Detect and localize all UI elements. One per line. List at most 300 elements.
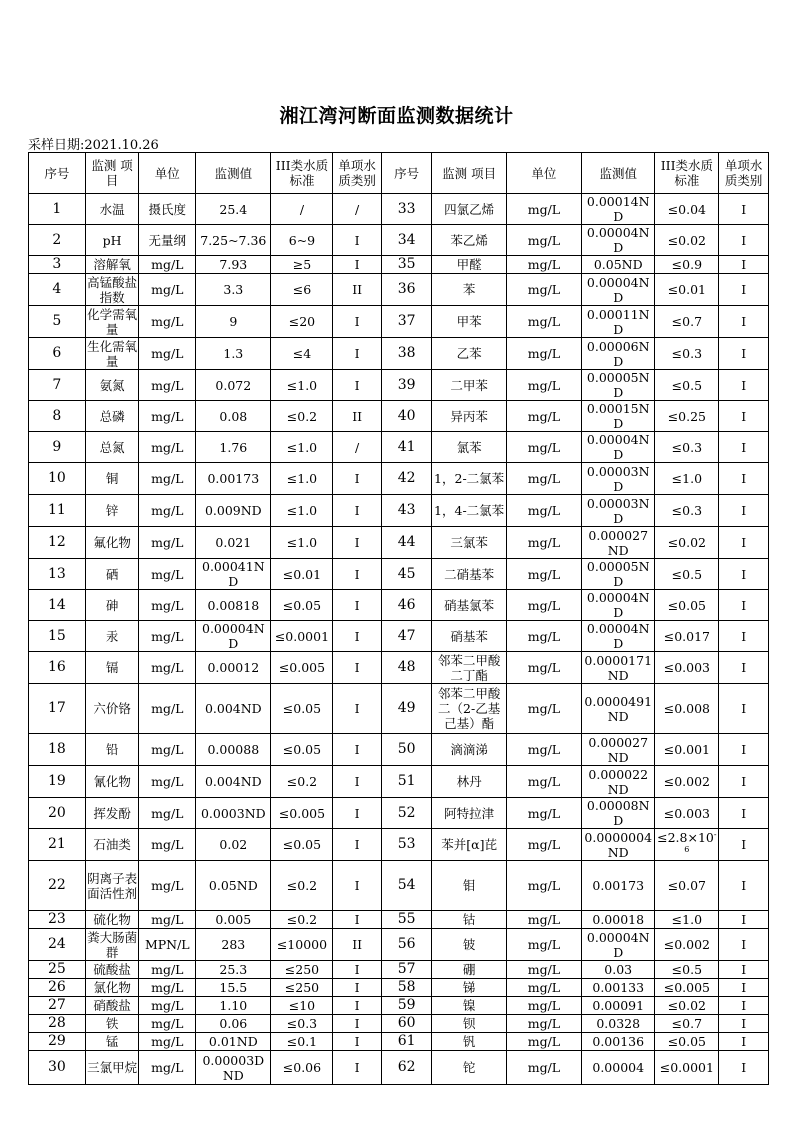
table-row [29,463,769,495]
cell-no: 18 [29,734,86,766]
cell-category-right: I [719,225,769,256]
cell-category-right: I [719,306,769,338]
header-value: 监测值 [196,153,271,194]
cell-value-right: 0.000027ND [582,527,655,559]
cell-standard-right: ≤0.9 [655,256,719,274]
table-row [29,559,769,590]
cell-no: 24 [29,929,86,961]
cell-unit-right: mg/L [506,256,581,274]
cell-item: 氟化物 [85,527,139,559]
cell-category-right: I [719,684,769,734]
cell-standard: 6~9 [271,225,333,256]
cell-unit: mg/L [139,401,196,432]
cell-item-right: 三氯苯 [432,527,506,559]
cell-standard: ≤0.005 [271,652,333,684]
cell-no: 9 [29,432,86,463]
cell-category-right: I [719,961,769,979]
cell-item-right: 铊 [432,1051,506,1085]
cell-category: I [333,1051,382,1085]
table-row [29,256,769,274]
cell-no-right: 38 [381,338,432,370]
cell-category: I [333,370,382,401]
cell-category-right: I [719,861,769,911]
cell-item-right: 1，4-二氯苯 [432,495,506,527]
cell-no-right: 57 [381,961,432,979]
cell-value: 0.004ND [196,684,271,734]
cell-unit-right: mg/L [506,194,581,225]
cell-no-right: 49 [381,684,432,734]
cell-value-right: 0.00015ND [582,401,655,432]
cell-category-right: I [719,734,769,766]
table-row [29,527,769,559]
header-unit: 单位 [139,153,196,194]
cell-standard-right: ≤0.0001 [655,1051,719,1085]
cell-item: 水温 [85,194,139,225]
exponent: -6 [684,829,717,854]
table-row [29,194,769,225]
cell-standard-right: ≤0.7 [655,1015,719,1033]
cell-item: 硫化物 [85,911,139,929]
table-row [29,861,769,911]
cell-item: 硒 [85,559,139,590]
cell-item: 挥发酚 [85,798,139,829]
table-row [29,1051,769,1085]
cell-standard-right: ≤0.5 [655,559,719,590]
cell-standard: ≤0.1 [271,1033,333,1051]
cell-no: 27 [29,997,86,1015]
cell-no: 3 [29,256,86,274]
cell-no: 7 [29,370,86,401]
cell-category-right: I [719,527,769,559]
cell-standard: ≤0.2 [271,861,333,911]
cell-unit-right: mg/L [506,225,581,256]
cell-standard-right: $\le 2.8\times 10^{-6}$ [655,829,719,861]
cell-category-right: I [719,829,769,861]
cell-standard: ≤10000 [271,929,333,961]
table-row [29,225,769,256]
cell-unit: mg/L [139,861,196,911]
cell-unit-right: mg/L [506,652,581,684]
cell-standard: ≤0.2 [271,766,333,798]
table-row [29,274,769,306]
cell-value-right: 0.00006ND [582,338,655,370]
cell-no-right: 56 [381,929,432,961]
cell-item-right: 铍 [432,929,506,961]
cell-no: 13 [29,559,86,590]
cell-unit: mg/L [139,527,196,559]
cell-value: 0.004ND [196,766,271,798]
cell-value-right: 0.00011ND [582,306,655,338]
cell-value: 0.05ND [196,861,271,911]
cell-standard-right: ≤0.3 [655,495,719,527]
cell-unit-right: mg/L [506,766,581,798]
cell-category: I [333,306,382,338]
cell-standard: ≥5 [271,256,333,274]
cell-value: 0.00818 [196,590,271,621]
cell-unit: mg/L [139,997,196,1015]
cell-standard: / [271,194,333,225]
cell-value: 0.00003DND [196,1051,271,1085]
cell-standard: ≤250 [271,979,333,997]
cell-unit-right: mg/L [506,463,581,495]
cell-unit: 摄氏度 [139,194,196,225]
cell-value-right: 0.05ND [582,256,655,274]
cell-value: 7.25~7.36 [196,225,271,256]
cell-unit-right: mg/L [506,432,581,463]
cell-unit-right: mg/L [506,861,581,911]
cell-standard: ≤10 [271,997,333,1015]
cell-item: pH [85,225,139,256]
cell-standard: ≤0.005 [271,798,333,829]
cell-item: 硫酸盐 [85,961,139,979]
cell-item-right: 氯苯 [432,432,506,463]
cell-category: I [333,495,382,527]
cell-unit-right: mg/L [506,979,581,997]
cell-value: 7.93 [196,256,271,274]
cell-value: 9 [196,306,271,338]
cell-unit: mg/L [139,911,196,929]
cell-no: 20 [29,798,86,829]
cell-category-right: I [719,463,769,495]
table-row [29,798,769,829]
cell-value: 0.005 [196,911,271,929]
cell-item: 砷 [85,590,139,621]
cell-no: 4 [29,274,86,306]
cell-category-right: I [719,997,769,1015]
cell-no: 26 [29,979,86,997]
cell-unit-right: mg/L [506,961,581,979]
cell-category: I [333,766,382,798]
cell-item: 化学需氧量 [87,306,138,337]
cell-item: 阴离子表面活性剂 [85,861,139,911]
cell-unit: mg/L [139,829,196,861]
cell-no-right: 40 [381,401,432,432]
cell-standard: ≤6 [271,274,333,306]
cell-standard: ≤0.2 [271,401,333,432]
cell-category: I [333,338,382,370]
cell-category: II [333,929,382,961]
cell-item-right: 甲醛 [432,256,506,274]
cell-value-right: 0.00014ND [582,194,655,225]
cell-no-right: 42 [381,463,432,495]
cell-value: 0.00041ND [196,559,271,590]
cell-item-right: 钒 [432,1033,506,1051]
cell-value: 1.10 [196,997,271,1015]
cell-item: 铁 [85,1015,139,1033]
header-item: 监测 项目 [85,153,139,194]
cell-value-right: 0.000022ND [582,766,655,798]
cell-item: 氰化物 [85,766,139,798]
cell-no-right: 48 [381,652,432,684]
cell-no-right: 36 [381,274,432,306]
cell-value: 0.01ND [196,1033,271,1051]
cell-no-right: 44 [381,527,432,559]
cell-category-right: I [719,652,769,684]
cell-unit-right: mg/L [506,590,581,621]
cell-standard-right: ≤0.3 [655,432,719,463]
cell-value: 0.021 [196,527,271,559]
cell-item-right: 钡 [432,1015,506,1033]
cell-item-right: 异丙苯 [432,401,506,432]
cell-no-right: 61 [381,1033,432,1051]
table-row [29,652,769,684]
header-standard-right: III类水质标准 [655,153,719,194]
cell-item: 溶解氧 [85,256,139,274]
cell-no-right: 50 [381,734,432,766]
cell-value: 3.3 [196,274,271,306]
cell-value-right: 0.0000491ND [582,684,655,734]
cell-category-right: I [719,559,769,590]
cell-no-right: 47 [381,621,432,652]
cell-category-right: I [719,401,769,432]
cell-item-right: 林丹 [432,766,506,798]
header-unit-right: 单位 [506,153,581,194]
cell-value-right: 0.00005ND [582,370,655,401]
cell-unit: mg/L [139,798,196,829]
cell-item-right: 1，2-二氯苯 [432,463,506,495]
cell-value-right: 0.00004ND [582,432,655,463]
cell-category: I [333,861,382,911]
cell-no-right: 46 [381,590,432,621]
cell-value-right: 0.00004ND [582,274,655,306]
cell-standard: ≤0.01 [271,559,333,590]
cell-no: 16 [29,652,86,684]
cell-category-right: I [719,370,769,401]
cell-unit-right: mg/L [506,911,581,929]
cell-no: 8 [29,401,86,432]
cell-no-right: 52 [381,798,432,829]
header-item-right: 监测 项目 [432,153,506,194]
cell-no: 22 [29,861,86,911]
cell-value: 0.00088 [196,734,271,766]
cell-no: 15 [29,621,86,652]
cell-unit: mg/L [139,559,196,590]
cell-standard-right: ≤0.04 [655,194,719,225]
cell-item: 铜 [85,463,139,495]
cell-no: 25 [29,961,86,979]
header-category: 单项水质类别 [333,153,382,194]
cell-value-right: 0.00004ND [582,621,655,652]
table-row [29,684,769,734]
cell-item-right: 硝基苯 [432,621,506,652]
cell-unit-right: mg/L [506,1015,581,1033]
cell-category: / [333,432,382,463]
table-row [29,590,769,621]
cell-category: I [333,527,382,559]
cell-standard-right: ≤1.0 [655,911,719,929]
cell-item-right: 苯乙烯 [432,225,506,256]
cell-standard: ≤1.0 [271,463,333,495]
cell-standard-right: ≤0.5 [655,961,719,979]
cell-standard: ≤0.05 [271,829,333,861]
table-row [29,829,769,861]
cell-item: 汞 [85,621,139,652]
cell-no-right: 41 [381,432,432,463]
cell-unit: mg/L [139,961,196,979]
cell-unit: mg/L [139,463,196,495]
cell-unit: mg/L [139,684,196,734]
cell-category-right: I [719,979,769,997]
cell-standard-right: ≤0.7 [655,306,719,338]
cell-category-right: I [719,432,769,463]
cell-standard-right: ≤1.0 [655,463,719,495]
table-row [29,766,769,798]
cell-standard: ≤1.0 [271,432,333,463]
cell-no-right: 45 [381,559,432,590]
cell-item-right: 硼 [432,961,506,979]
cell-category: I [333,734,382,766]
table-row [29,961,769,979]
cell-value: 15.5 [196,979,271,997]
cell-item-right: 钴 [432,911,506,929]
header-category-right: 单项水质类别 [719,153,769,194]
cell-standard: ≤20 [271,306,333,338]
cell-value-right: 0.00173 [582,861,655,911]
cell-item-right: 苯 [432,274,506,306]
cell-category: I [333,621,382,652]
cell-value-right: 0.00004ND [582,929,655,961]
cell-unit: mg/L [139,306,196,338]
cell-category-right: I [719,911,769,929]
table-row [29,929,769,961]
cell-standard-right: ≤0.25 [655,401,719,432]
cell-item: 硝酸盐 [85,997,139,1015]
cell-value-right: 0.00003ND [582,463,655,495]
cell-item-right: 二甲苯 [432,370,506,401]
table-row [29,306,769,338]
cell-value-right: 0.00004ND [582,225,655,256]
cell-unit-right: mg/L [506,829,581,861]
cell-item: 铅 [85,734,139,766]
cell-value: 0.02 [196,829,271,861]
cell-value-right: 0.000027ND [582,734,655,766]
cell-no: 17 [29,684,86,734]
cell-no-right: 54 [381,861,432,911]
cell-category-right: I [719,929,769,961]
cell-category-right: I [719,1015,769,1033]
cell-item: 镉 [85,652,139,684]
cell-standard-right: ≤0.3 [655,338,719,370]
cell-category: I [333,1015,382,1033]
cell-category-right: I [719,1033,769,1051]
cell-category-right: I [719,274,769,306]
cell-item-right: 邻苯二甲酸二丁酯 [432,652,506,684]
table-row [29,495,769,527]
cell-standard-right: ≤0.003 [655,798,719,829]
cell-no-right: 35 [381,256,432,274]
cell-value: 0.06 [196,1015,271,1033]
cell-unit: mg/L [139,1051,196,1085]
cell-value-right: 0.00004ND [582,590,655,621]
header-no-right: 序号 [381,153,432,194]
cell-standard-right: ≤0.05 [655,590,719,621]
cell-value: 0.00012 [196,652,271,684]
cell-standard: ≤0.06 [271,1051,333,1085]
cell-no-right: 34 [381,225,432,256]
cell-item-right: 二硝基苯 [432,559,506,590]
cell-unit: mg/L [139,590,196,621]
cell-unit-right: mg/L [506,370,581,401]
cell-no: 12 [29,527,86,559]
cell-category: II [333,401,382,432]
cell-category-right: I [719,256,769,274]
cell-value-right: 0.00005ND [582,559,655,590]
cell-value: 0.0003ND [196,798,271,829]
cell-item: 高锰酸盐指数 [87,274,138,305]
cell-standard-right: ≤0.02 [655,225,719,256]
cell-unit-right: mg/L [506,734,581,766]
cell-no: 19 [29,766,86,798]
table-row [29,1015,769,1033]
cell-category: I [333,652,382,684]
cell-unit-right: mg/L [506,338,581,370]
cell-standard-right: ≤0.017 [655,621,719,652]
cell-standard: ≤0.2 [271,911,333,929]
cell-no: 14 [29,590,86,621]
cell-category: I [333,961,382,979]
cell-category: I [333,911,382,929]
cell-unit: 无量纲 [139,225,196,256]
monitoring-data-table [28,152,769,1085]
cell-no-right: 60 [381,1015,432,1033]
cell-unit-right: mg/L [506,495,581,527]
cell-category: I [333,463,382,495]
cell-item-right: 邻苯二甲酸二（2-乙基己基）酯 [432,684,506,734]
cell-standard: ≤0.05 [271,734,333,766]
cell-unit: mg/L [139,734,196,766]
cell-unit-right: mg/L [506,929,581,961]
table-row [29,734,769,766]
cell-value: 25.4 [196,194,271,225]
cell-category-right: I [719,766,769,798]
cell-no: 5 [29,306,86,338]
cell-standard-right: ≤0.005 [655,979,719,997]
cell-value: 0.072 [196,370,271,401]
cell-no-right: 37 [381,306,432,338]
cell-standard-right: ≤0.02 [655,527,719,559]
cell-value: 283 [196,929,271,961]
cell-no: 28 [29,1015,86,1033]
cell-unit-right: mg/L [506,401,581,432]
cell-unit: mg/L [139,1015,196,1033]
cell-standard: ≤0.3 [271,1015,333,1033]
cell-value-right: 0.00003ND [582,495,655,527]
cell-item: 总磷 [85,401,139,432]
cell-no: 10 [29,463,86,495]
cell-item: 锰 [85,1033,139,1051]
cell-standard-right: ≤0.008 [655,684,719,734]
cell-unit: mg/L [139,621,196,652]
cell-standard: ≤250 [271,961,333,979]
table-row [29,911,769,929]
cell-no-right: 55 [381,911,432,929]
cell-category-right: I [719,798,769,829]
cell-category: I [333,997,382,1015]
cell-value: 1.3 [196,338,271,370]
cell-standard: ≤1.0 [271,527,333,559]
cell-unit-right: mg/L [506,798,581,829]
cell-category: I [333,1033,382,1051]
cell-unit-right: mg/L [506,1051,581,1085]
cell-item-right: 四氯乙烯 [432,194,506,225]
cell-unit-right: mg/L [506,559,581,590]
cell-unit-right: mg/L [506,274,581,306]
cell-value-right: 0.00091 [582,997,655,1015]
cell-item-right: 苯并[α]芘 [432,829,506,861]
table-row [29,370,769,401]
cell-unit: MPN/L [139,929,196,961]
cell-category-right: I [719,495,769,527]
